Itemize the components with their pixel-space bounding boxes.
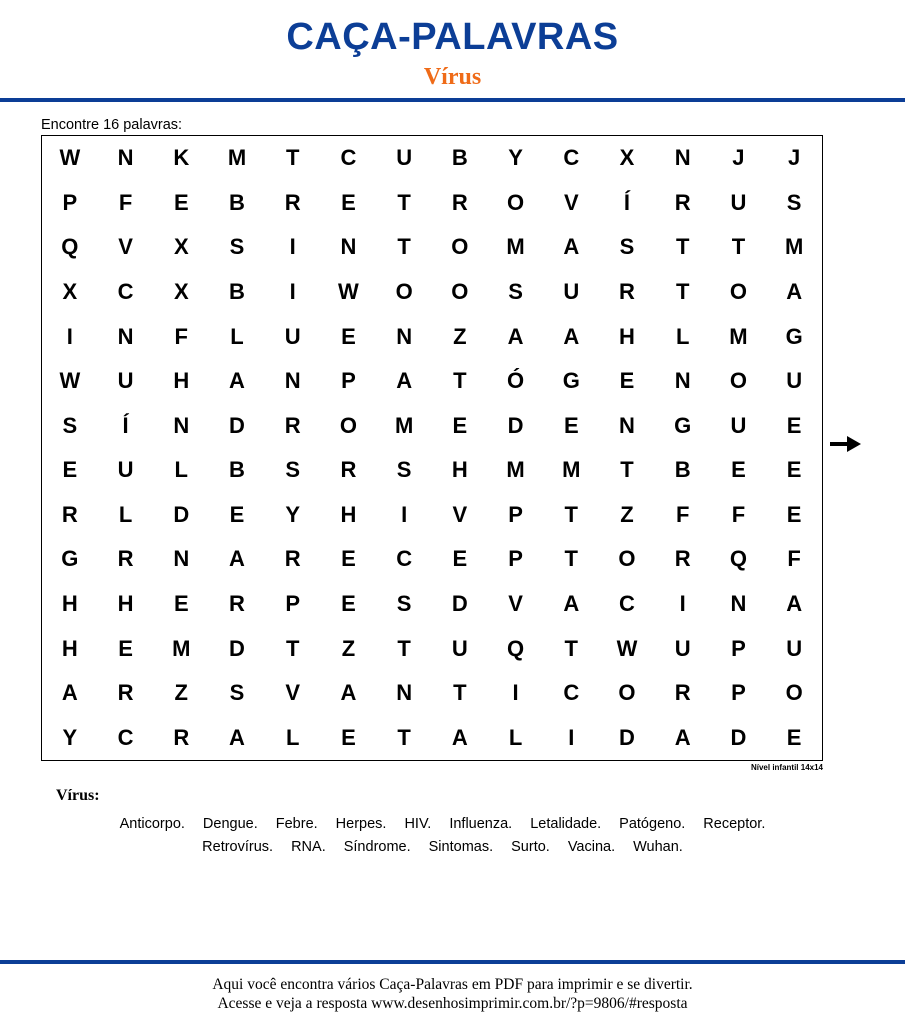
grid-cell[interactable]: E [173, 590, 189, 616]
grid-cell[interactable]: Y [285, 501, 301, 527]
grid-cell[interactable]: S [786, 189, 802, 215]
grid-cell[interactable]: O [507, 189, 525, 215]
grid-cell[interactable]: D [229, 635, 245, 661]
grid-cell[interactable]: D [229, 412, 245, 438]
grid-cell[interactable]: N [340, 234, 357, 260]
grid-cell[interactable]: A [340, 680, 357, 706]
grid-cell[interactable]: T [285, 145, 300, 171]
grid-cell[interactable]: N [396, 680, 413, 706]
grid-cell[interactable]: W [616, 635, 638, 661]
grid-cell[interactable]: E [786, 457, 802, 483]
grid-cell[interactable]: S [229, 234, 245, 260]
grid-cell[interactable]: I [289, 278, 296, 304]
grid-cell[interactable]: K [173, 145, 190, 171]
grid-cell[interactable]: Ó [507, 368, 525, 394]
grid-cell[interactable]: F [675, 501, 690, 527]
grid-cell[interactable]: R [284, 412, 301, 438]
letter-grid [42, 136, 822, 760]
grid-cell[interactable]: P [341, 368, 356, 394]
grid-cell[interactable]: V [452, 501, 468, 527]
grid-cell[interactable]: L [675, 323, 690, 349]
grid-cell[interactable]: H [619, 323, 635, 349]
grid-cell[interactable]: T [564, 635, 578, 661]
footer-text: Aqui você encontra vários Caça-Palavras em PDF para imprimir e se divertir. [212, 976, 693, 993]
grid-cell[interactable]: E [341, 724, 356, 750]
grid-cell[interactable]: B [674, 457, 691, 483]
grid-cell[interactable]: U [284, 323, 301, 349]
grid-cell[interactable]: J [788, 145, 801, 171]
grid-cell[interactable]: O [451, 278, 469, 304]
grid-cell[interactable]: Í [122, 412, 129, 438]
word-list-item: Surto. [511, 839, 550, 855]
grid-cell[interactable]: P [508, 501, 523, 527]
grid-cell[interactable]: E [341, 323, 356, 349]
grid-cell[interactable]: L [508, 724, 523, 750]
grid-cell[interactable]: T [397, 234, 411, 260]
grid-cell[interactable]: A [507, 323, 524, 349]
grid-cell[interactable]: L [118, 501, 133, 527]
grid-cell[interactable]: A [563, 234, 580, 260]
grid-cell[interactable]: E [786, 724, 802, 750]
grid-cell[interactable]: T [675, 278, 690, 304]
grid-cell[interactable]: P [62, 189, 78, 215]
word-search-grid [41, 135, 823, 761]
grid-cell[interactable]: E [173, 189, 189, 215]
grid-cell[interactable]: S [229, 680, 245, 706]
grid-cell[interactable]: M [227, 145, 247, 171]
grid-cell[interactable]: Y [508, 145, 523, 171]
grid-cell[interactable]: V [563, 189, 579, 215]
grid-cell[interactable]: N [173, 546, 190, 572]
grid-cell[interactable]: A [674, 724, 691, 750]
footer-link-text[interactable]: Acesse e veja a resposta www.desenhosimprimir.com.br/?p=9806/#resposta [217, 995, 688, 1012]
grid-cell[interactable]: R [674, 189, 691, 215]
grid-cell[interactable]: P [731, 635, 746, 661]
grid-cell[interactable]: V [508, 590, 523, 616]
grid-cell[interactable]: N [173, 412, 190, 438]
grid-cell[interactable]: R [117, 680, 134, 706]
grid-cell[interactable]: R [61, 501, 78, 527]
grid-cell[interactable]: C [396, 546, 413, 572]
grid-cell[interactable]: L [174, 457, 188, 483]
grid-cell[interactable]: R [117, 546, 134, 572]
word-list-item: Letalidade. [530, 816, 602, 832]
grid-cell[interactable]: W [59, 368, 81, 394]
page-subtitle: Vírus [423, 64, 482, 90]
grid-cell[interactable]: E [341, 546, 356, 572]
grid-cell[interactable]: M [506, 457, 525, 483]
grid-cell[interactable]: C [563, 145, 580, 171]
grid-cell[interactable]: B [229, 189, 245, 215]
grid-cell[interactable]: H [340, 501, 357, 527]
grid-cell[interactable]: P [285, 590, 301, 616]
grid-cell[interactable]: E [563, 412, 579, 438]
grid-cell[interactable]: E [341, 189, 356, 215]
word-list-item: Receptor. [703, 816, 766, 832]
word-list-item: RNA. [291, 839, 326, 855]
grid-cell[interactable]: M [729, 323, 748, 349]
grid-cell[interactable]: D [507, 412, 524, 438]
grid-cell[interactable]: U [730, 189, 747, 215]
page-title: CAÇA-PALAVRAS [286, 16, 619, 58]
grid-cell[interactable]: A [563, 590, 580, 616]
grid-cell[interactable]: N [730, 590, 747, 616]
grid-cell[interactable]: L [230, 323, 244, 349]
grid-cell[interactable]: H [173, 368, 190, 394]
grid-cell[interactable]: E [452, 412, 468, 438]
grid-cell[interactable]: B [229, 457, 245, 483]
grid-cell[interactable]: H [61, 590, 78, 616]
grid-cell[interactable]: A [786, 278, 803, 304]
grid-cell[interactable]: D [173, 501, 190, 527]
grid-cell[interactable]: M [562, 457, 581, 483]
grid-cell[interactable]: H [61, 635, 78, 661]
grid-cell[interactable]: E [452, 546, 468, 572]
grid-cell[interactable]: W [338, 278, 359, 304]
grid-cell[interactable]: H [451, 457, 468, 483]
grid-cell[interactable]: A [396, 368, 413, 394]
grid-cell[interactable]: E [619, 368, 635, 394]
word-list-item: Anticorpo. [119, 816, 185, 832]
grid-cell[interactable]: T [620, 457, 634, 483]
grid-cell[interactable]: O [395, 278, 413, 304]
grid-cell[interactable]: E [786, 412, 802, 438]
word-list-item: Influenza. [449, 816, 513, 832]
grid-cell[interactable]: Z [453, 323, 467, 349]
grid-cell[interactable]: H [117, 590, 134, 616]
grid-cell[interactable]: R [674, 680, 691, 706]
grid-cell[interactable]: F [787, 546, 801, 572]
grid-cell[interactable]: E [229, 501, 245, 527]
grid-cell[interactable]: U [563, 278, 580, 304]
grid-cell[interactable]: E [731, 457, 746, 483]
word-list-line-1 [40, 816, 845, 832]
grid-cell[interactable]: T [564, 501, 578, 527]
grid-cell[interactable]: S [508, 278, 523, 304]
grid-cell[interactable]: D [730, 724, 747, 750]
grid-cell[interactable]: R [229, 590, 245, 616]
grid-cell[interactable]: C [117, 724, 134, 750]
grid-cell[interactable]: N [284, 368, 301, 394]
grid-cell[interactable]: G [562, 368, 580, 394]
grid-cell[interactable]: R [173, 724, 190, 750]
word-list-item: Dengue. [202, 816, 258, 832]
grid-cell[interactable]: S [396, 457, 412, 483]
grid-cell[interactable]: J [732, 145, 745, 171]
grid-cell[interactable]: U [786, 368, 803, 394]
grid-cell[interactable]: G [61, 546, 79, 572]
top-divider [0, 98, 905, 102]
grid-cell[interactable]: U [730, 412, 747, 438]
grid-cell[interactable]: R [674, 546, 691, 572]
grid-cell[interactable]: T [675, 234, 690, 260]
grid-cell[interactable]: O [451, 234, 469, 260]
grid-cell[interactable]: D [451, 590, 468, 616]
grid-cell[interactable]: O [618, 680, 636, 706]
grid-cell[interactable]: E [786, 501, 802, 527]
grid-cell[interactable]: C [619, 590, 635, 616]
grid-cell[interactable]: D [619, 724, 635, 750]
grid-cell[interactable]: M [394, 412, 414, 438]
grid-cell[interactable]: A [229, 546, 245, 572]
grid-cell[interactable]: B [451, 145, 468, 171]
grid-cell[interactable]: Í [623, 189, 631, 215]
grid-cell[interactable]: Z [174, 680, 188, 706]
grid-cell[interactable]: W [59, 145, 81, 171]
grid-cell[interactable]: T [285, 635, 300, 661]
grid-cell[interactable]: M [172, 635, 191, 661]
grid-cell[interactable]: A [229, 368, 245, 394]
grid-cell[interactable]: M [506, 234, 525, 260]
grid-cell[interactable]: P [508, 546, 523, 572]
grid-cell[interactable]: I [568, 724, 575, 750]
grid-cell[interactable]: R [451, 189, 468, 215]
grid-cell[interactable]: R [619, 278, 635, 304]
grid-cell[interactable]: S [62, 412, 78, 438]
word-list-title: Vírus: [56, 787, 100, 804]
grid-cell[interactable]: U [396, 145, 413, 171]
grid-cell[interactable]: T [731, 234, 746, 260]
grid-cell[interactable]: O [339, 412, 357, 438]
grid-cell[interactable]: F [174, 323, 188, 349]
grid-cell[interactable]: N [117, 145, 134, 171]
word-list-line-2 [40, 839, 845, 855]
grid-cell[interactable]: E [341, 590, 356, 616]
grid-cell[interactable]: P [731, 680, 746, 706]
grid-cell[interactable]: U [674, 635, 691, 661]
grid-cell[interactable]: Z [620, 501, 634, 527]
level-label: Nível infantil 14x14 [750, 763, 823, 772]
grid-cell[interactable]: F [118, 189, 133, 215]
grid-cell[interactable]: Q [61, 234, 79, 260]
grid-cell[interactable]: C [340, 145, 357, 171]
grid-cell[interactable]: G [785, 323, 803, 349]
grid-cell[interactable]: G [674, 412, 692, 438]
grid-cell[interactable]: T [397, 635, 411, 661]
word-list-item: Sintomas. [428, 839, 494, 855]
grid-cell[interactable]: B [229, 278, 245, 304]
grid-cell[interactable]: L [285, 724, 300, 750]
word-list-item: Síndrome. [343, 839, 411, 855]
grid-cell[interactable]: N [396, 323, 413, 349]
grid-cell[interactable]: X [173, 278, 189, 304]
grid-cell[interactable]: Z [341, 635, 356, 661]
grid-cell[interactable]: U [786, 635, 803, 661]
grid-cell[interactable]: T [564, 546, 578, 572]
word-list-item: Retrovírus. [202, 839, 274, 855]
grid-cell[interactable]: F [731, 501, 746, 527]
arrow-right-icon[interactable] [830, 435, 862, 453]
grid-cell[interactable]: Y [62, 724, 78, 750]
grid-cell[interactable]: A [786, 590, 803, 616]
bottom-divider [0, 960, 905, 964]
grid-cell[interactable]: E [118, 635, 133, 661]
grid-cell[interactable]: Q [507, 635, 525, 661]
grid-cell[interactable]: Q [729, 546, 747, 572]
word-list-item: Wuhan. [633, 839, 683, 855]
word-list-item: Febre. [275, 816, 318, 832]
grid-cell[interactable]: X [173, 234, 189, 260]
grid-cell[interactable]: T [453, 680, 467, 706]
grid-cell[interactable]: M [784, 234, 804, 260]
grid-cell[interactable]: I [679, 590, 686, 616]
grid-cell[interactable]: T [397, 724, 411, 750]
grid-cell[interactable]: R [340, 457, 357, 483]
word-list-item: Patógeno. [619, 816, 686, 832]
word-list-item: Herpes. [335, 816, 387, 832]
grid-cell[interactable]: U [117, 457, 134, 483]
grid-cell[interactable]: V [285, 680, 301, 706]
grid-cell[interactable]: R [284, 546, 301, 572]
grid-cell[interactable]: T [397, 189, 411, 215]
grid-cell[interactable]: N [117, 323, 134, 349]
grid-cell[interactable]: O [785, 680, 803, 706]
grid-cell[interactable]: C [563, 680, 580, 706]
grid-cell[interactable]: S [619, 234, 635, 260]
grid-cell[interactable]: I [66, 323, 73, 349]
grid-cell[interactable]: S [285, 457, 301, 483]
grid-cell[interactable]: E [62, 457, 78, 483]
word-list-item: Vacina. [567, 839, 616, 855]
grid-cell[interactable]: U [451, 635, 468, 661]
grid-cell[interactable]: O [729, 278, 747, 304]
grid-cell[interactable]: O [729, 368, 747, 394]
grid-cell[interactable]: O [618, 546, 636, 572]
grid-cell[interactable]: A [451, 724, 468, 750]
grid-cell[interactable]: R [284, 189, 301, 215]
grid-cell[interactable]: N [619, 412, 635, 438]
grid-cell[interactable]: N [674, 145, 691, 171]
grid-cell[interactable]: T [453, 368, 467, 394]
grid-cell[interactable]: S [396, 590, 412, 616]
word-list-item: HIV. [404, 816, 432, 832]
grid-cell[interactable]: A [563, 323, 580, 349]
grid-cell[interactable]: A [61, 680, 78, 706]
grid-cell[interactable]: I [289, 234, 296, 260]
grid-cell[interactable]: X [62, 278, 78, 304]
grid-cell[interactable]: N [674, 368, 691, 394]
grid-cell[interactable]: I [512, 680, 519, 706]
grid-cell[interactable]: V [118, 234, 133, 260]
grid-cell[interactable]: A [229, 724, 245, 750]
instruction-text: Encontre 16 palavras: [41, 117, 183, 133]
grid-cell[interactable]: C [117, 278, 134, 304]
grid-cell[interactable]: X [619, 145, 635, 171]
grid-cell[interactable]: I [401, 501, 408, 527]
grid-cell[interactable]: U [117, 368, 134, 394]
